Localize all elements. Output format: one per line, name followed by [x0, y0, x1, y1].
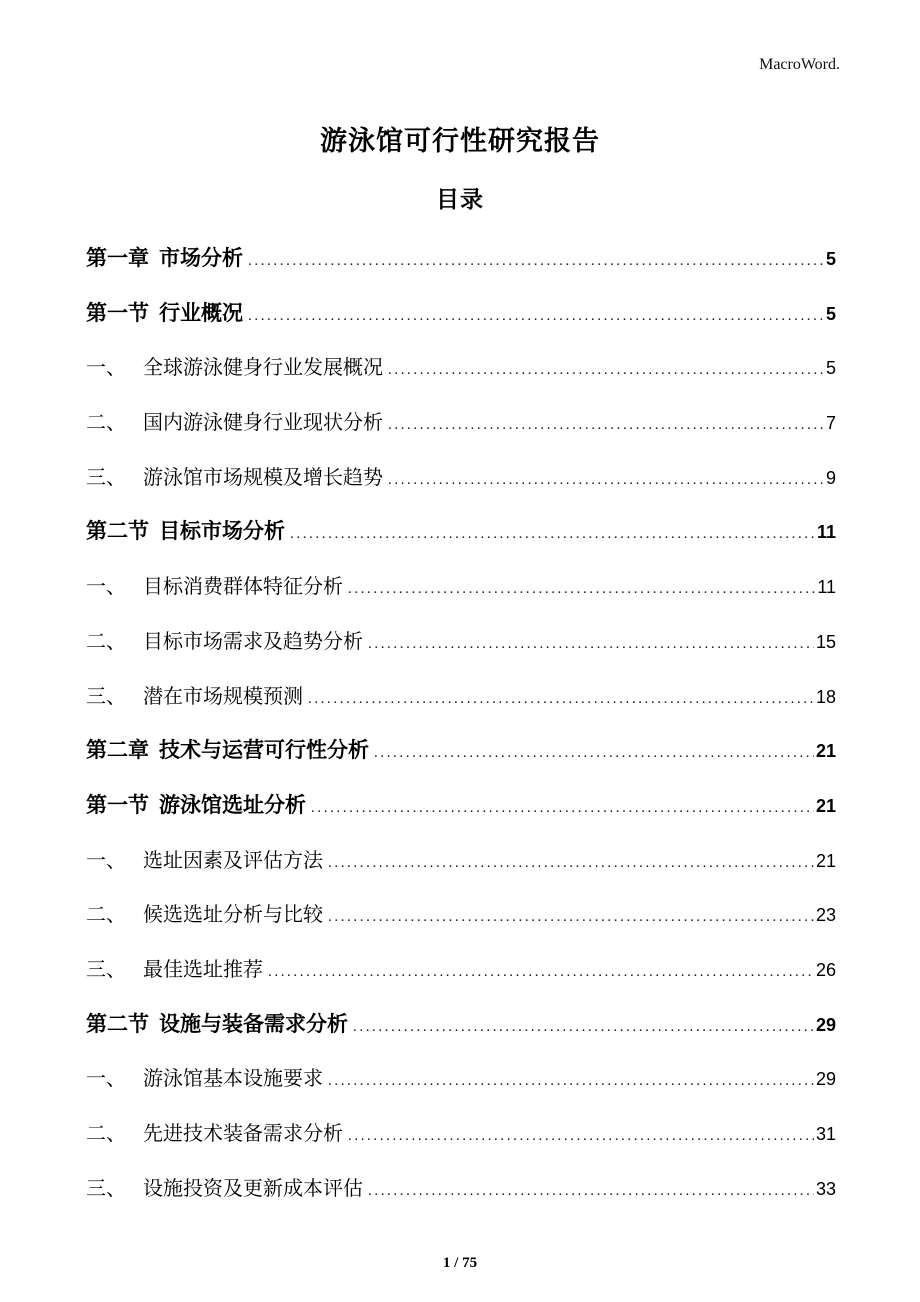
toc-entry-number: 三、	[86, 685, 126, 708]
toc-leader-dots	[388, 417, 824, 434]
toc-leader-dots	[328, 909, 814, 926]
toc-leader-dots	[348, 581, 815, 598]
toc-entry-label: 游泳馆选址分析	[159, 793, 306, 817]
toc-entry-number: 一、	[86, 357, 126, 380]
toc-leader-dots	[290, 526, 815, 543]
toc-leader-dots	[248, 253, 824, 270]
toc-entry-page: 11	[816, 522, 836, 543]
document-title: 游泳馆可行性研究报告	[320, 126, 600, 156]
toc-entry[interactable]	[86, 282, 836, 337]
toc-entry-label: 目标市场需求及趋势分析	[143, 630, 363, 653]
toc-list	[86, 227, 836, 1211]
toc-entry-page: 21	[815, 741, 836, 762]
toc-entry-label: 选址因素及评估方法	[143, 849, 323, 872]
toc-entry-page: 5	[825, 249, 836, 269]
brand-text: MacroWord.	[759, 56, 840, 73]
toc-entry-number: 二、	[86, 412, 126, 435]
toc-entry-page: 15	[815, 631, 836, 652]
toc-entry-number: 一、	[86, 1068, 126, 1091]
toc-entry-number: 二、	[86, 904, 126, 927]
toc-entry-label: 候选选址分析与比较	[143, 904, 323, 927]
toc-entry-number: 三、	[86, 466, 126, 489]
toc-leader-dots	[311, 800, 814, 817]
toc-entry[interactable]	[86, 719, 836, 774]
toc-entry-number: 二、	[86, 630, 126, 653]
toc-leader-dots	[328, 855, 814, 872]
toc-entry-label: 设施与装备需求分析	[159, 1012, 348, 1036]
toc-entry-number: 第一节	[86, 793, 149, 817]
toc-entry-label: 市场分析	[159, 247, 243, 270]
toc-entry[interactable]	[86, 336, 836, 391]
toc-entry-page: 11	[817, 577, 836, 598]
page-number-indicator: 1 / 75	[442, 1255, 478, 1271]
toc-entry[interactable]	[86, 938, 836, 993]
toc-entry[interactable]	[86, 665, 836, 720]
toc-entry[interactable]	[86, 774, 836, 829]
toc-entry[interactable]	[86, 446, 836, 501]
toc-entry-page: 7	[825, 413, 836, 434]
toc-entry-label: 行业概况	[159, 301, 243, 325]
toc-entry-label: 目标消费群体特征分析	[143, 576, 343, 599]
toc-leader-dots	[348, 1128, 814, 1145]
toc-entry-number: 第二章	[86, 739, 149, 763]
toc-leader-dots	[374, 745, 814, 762]
toc-heading: 目录	[436, 186, 484, 212]
toc-entry-page: 5	[825, 358, 836, 379]
toc-entry-page: 26	[815, 959, 836, 980]
toc-leader-dots	[368, 1183, 814, 1200]
toc-entry-label: 国内游泳健身行业现状分析	[143, 412, 383, 435]
toc-entry-page: 21	[815, 850, 836, 871]
toc-entry-label: 设施投资及更新成本评估	[143, 1177, 363, 1200]
toc-entry-number: 二、	[86, 1123, 126, 1145]
toc-entry[interactable]	[86, 500, 836, 555]
toc-entry-page: 23	[815, 905, 836, 926]
toc-leader-dots	[353, 1019, 814, 1036]
toc-entry-number: 第一节	[86, 301, 149, 325]
toc-entry-page: 33	[815, 1178, 836, 1199]
toc-entry-number: 一、	[86, 849, 126, 872]
toc-leader-dots	[388, 362, 824, 379]
toc-entry-label: 技术与运营可行性分析	[159, 739, 369, 763]
toc-entry-number: 一、	[86, 576, 126, 599]
toc-entry[interactable]	[86, 1157, 836, 1212]
toc-entry[interactable]	[86, 1102, 836, 1157]
toc-entry-label: 全球游泳健身行业发展概况	[143, 357, 383, 380]
toc-entry-number: 第一章	[86, 247, 149, 270]
toc-entry[interactable]	[86, 829, 836, 884]
toc-entry-number: 第二节	[86, 1012, 149, 1036]
toc-entry[interactable]	[86, 993, 836, 1048]
toc-entry-label: 游泳馆市场规模及增长趋势	[143, 466, 383, 489]
toc-entry-page: 5	[825, 303, 836, 324]
toc-entry[interactable]	[86, 391, 836, 446]
toc-leader-dots	[368, 636, 814, 653]
toc-entry[interactable]	[86, 883, 836, 938]
toc-entry[interactable]	[86, 610, 836, 665]
toc-entry-number: 三、	[86, 1177, 126, 1200]
toc-entry[interactable]	[86, 1047, 836, 1102]
toc-entry[interactable]	[86, 555, 836, 610]
toc-entry-number: 第二节	[86, 520, 149, 544]
toc-entry-page: 9	[825, 467, 836, 488]
toc-entry-label: 潜在市场规模预测	[143, 685, 303, 708]
toc-entry-label: 目标市场分析	[159, 520, 285, 544]
toc-leader-dots	[248, 308, 824, 325]
toc-leader-dots	[388, 472, 824, 489]
toc-leader-dots	[328, 1073, 814, 1090]
toc-entry-label: 先进技术装备需求分析	[143, 1123, 343, 1145]
toc-entry-page: 21	[815, 795, 836, 816]
toc-entry-page: 29	[815, 1069, 836, 1090]
toc-entry-page: 31	[815, 1124, 836, 1144]
toc-entry-page: 18	[815, 686, 836, 707]
toc-entry[interactable]	[86, 227, 836, 282]
toc-leader-dots	[308, 691, 814, 708]
toc-entry-label: 游泳馆基本设施要求	[143, 1068, 323, 1091]
toc-entry-page: 29	[815, 1014, 836, 1035]
toc-leader-dots	[268, 964, 814, 981]
toc-entry-number: 三、	[86, 958, 126, 981]
toc-entry-label: 最佳选址推荐	[143, 958, 263, 981]
